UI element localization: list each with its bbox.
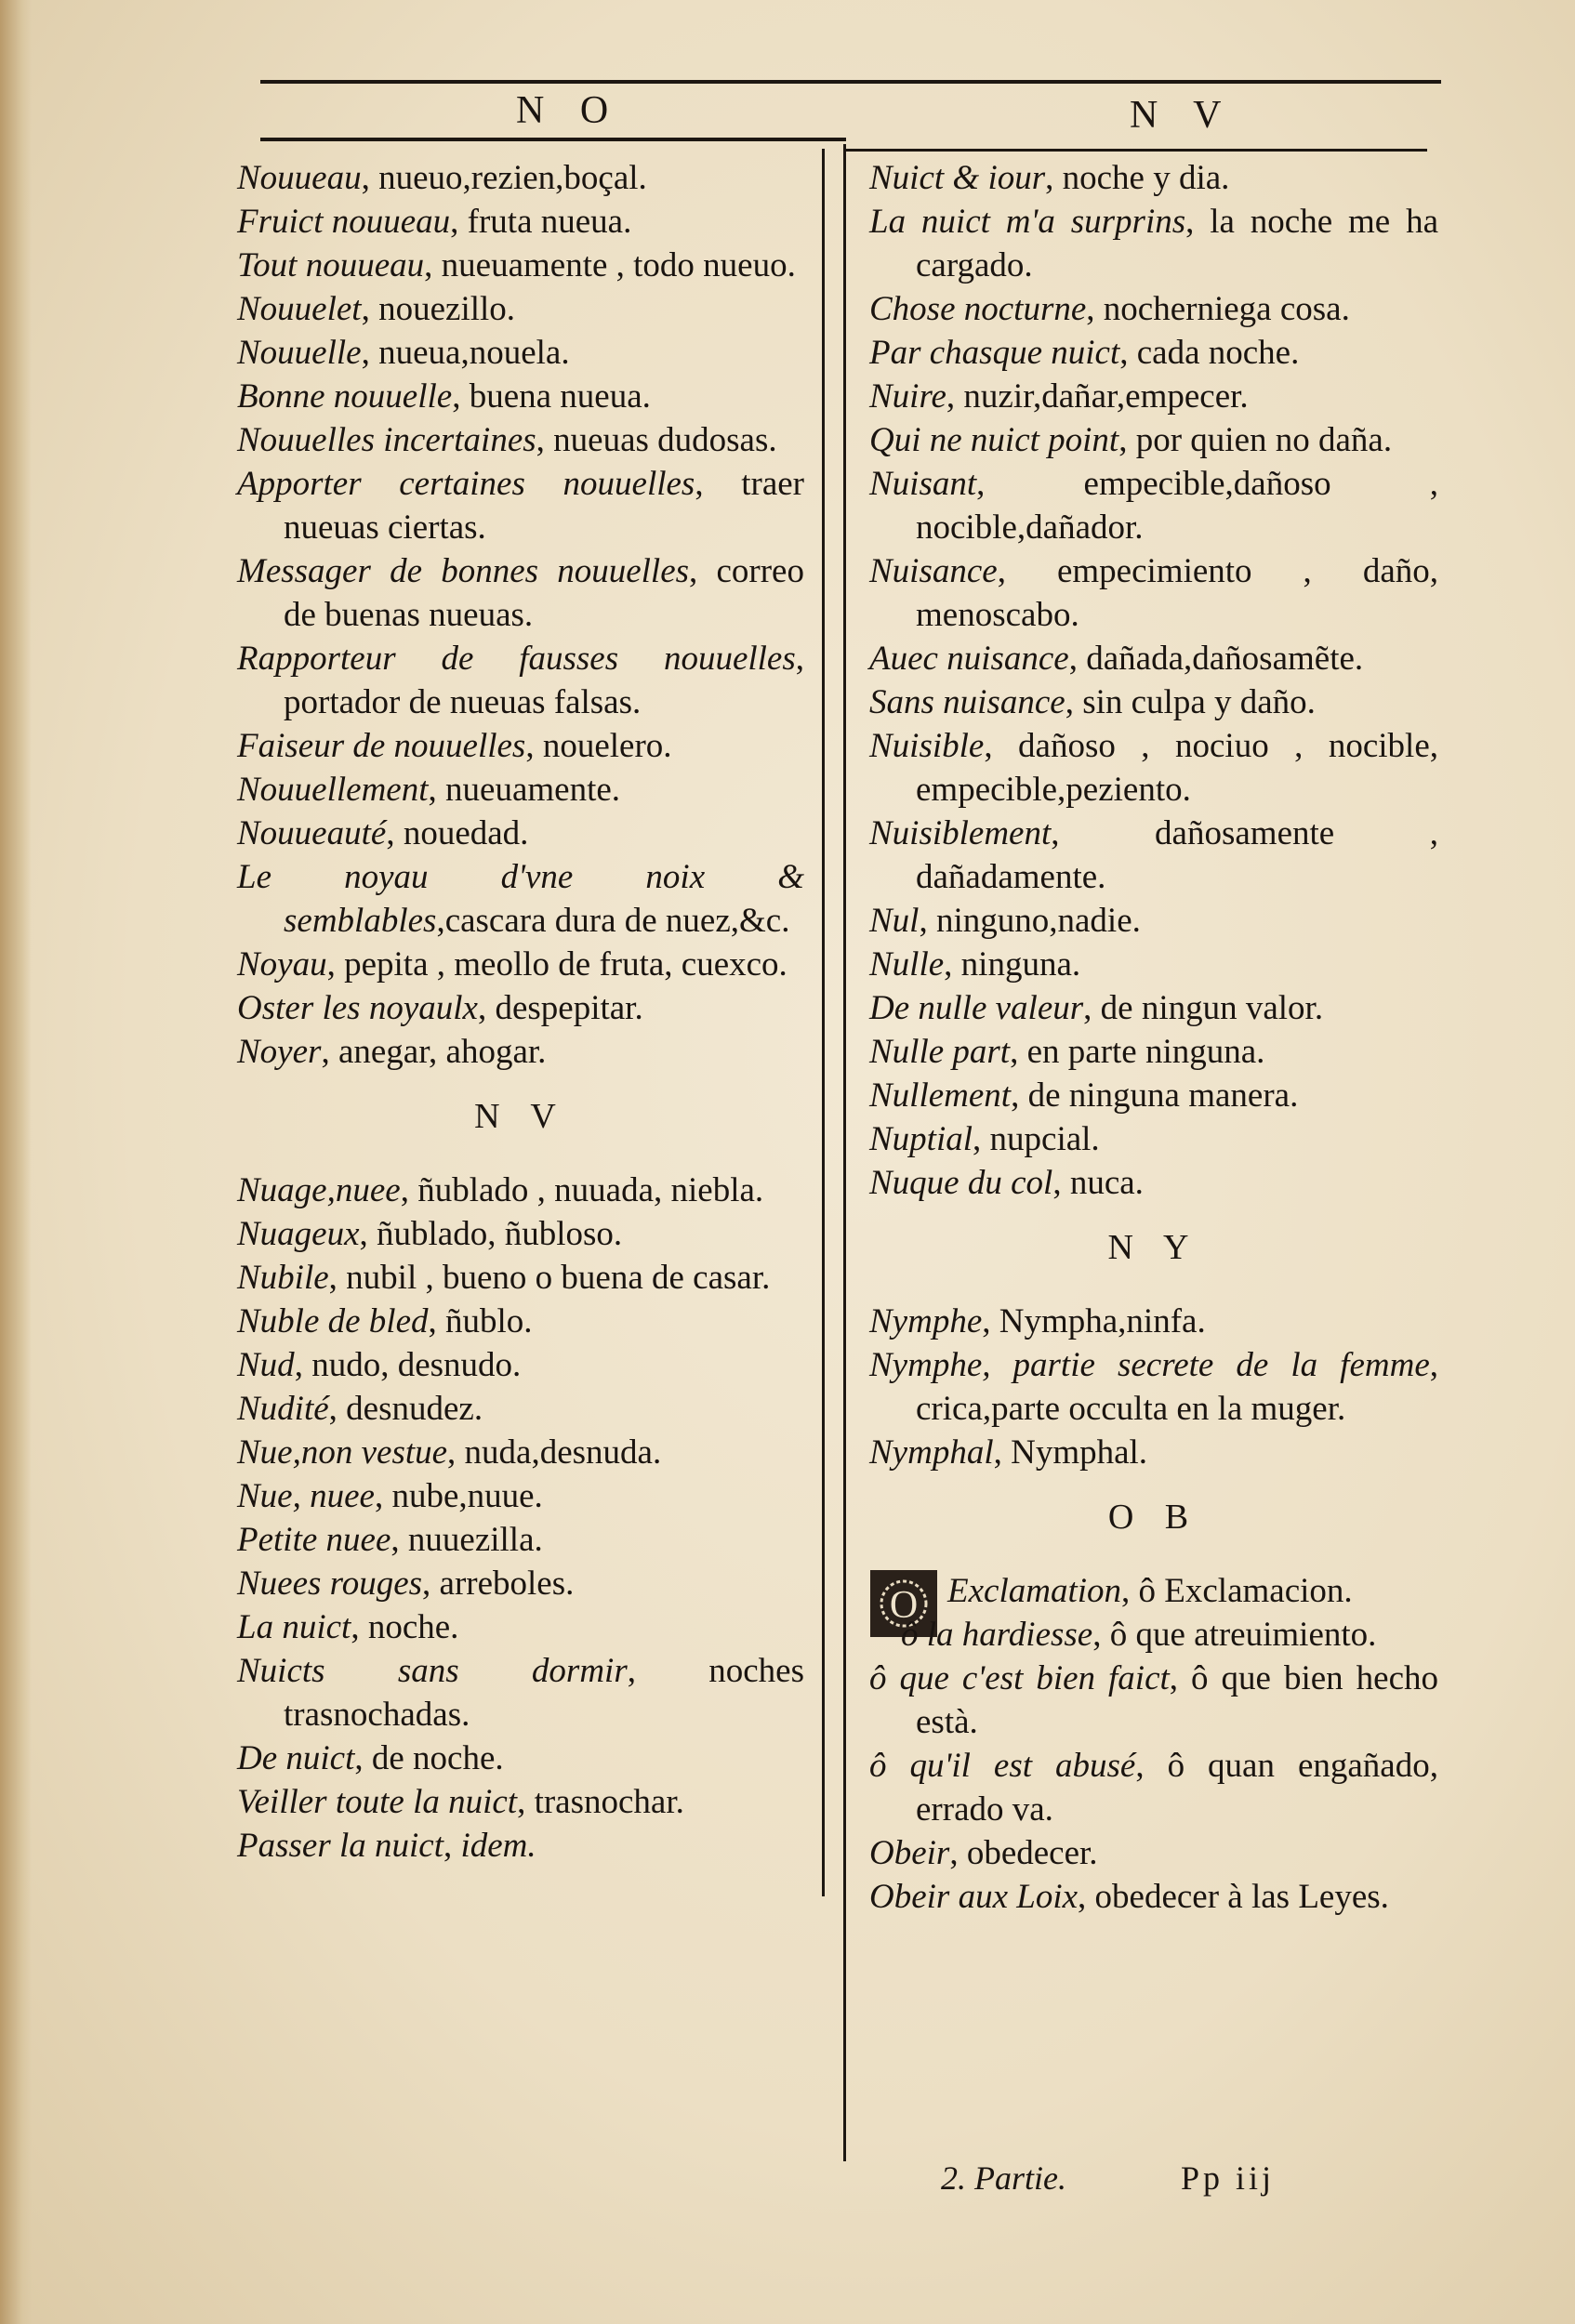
entry-translation: , dañosamente , dañadamente. — [916, 814, 1438, 896]
entry-headword: Nymphe, partie secrete de la femme — [869, 1346, 1430, 1384]
entry-translation: , nouelero. — [525, 727, 672, 765]
dictionary-entry — [869, 1831, 1438, 1875]
dictionary-entry — [869, 1161, 1438, 1205]
entry-headword: Nue, nuee — [237, 1477, 375, 1515]
entry-translation: , de ningun valor. — [1083, 989, 1324, 1027]
dictionary-entry — [237, 1256, 804, 1300]
entry-headword: Nuicts sans dormir — [237, 1652, 628, 1690]
entry-translation: , nuuezilla. — [390, 1521, 543, 1559]
dictionary-entry — [237, 1300, 804, 1343]
entry-translation: , crica,parte occulta en la muger. — [916, 1346, 1438, 1428]
entry-headword: Nuees rouges — [237, 1565, 423, 1603]
dictionary-entry — [237, 287, 804, 331]
entry-headword: Faiseur de nouuelles — [237, 727, 526, 765]
entry-headword: ô que c'est bien faict — [869, 1659, 1170, 1697]
entry-translation: , traer nueuas ciertas. — [284, 465, 804, 547]
entry-headword: De nuict — [237, 1739, 355, 1777]
entry-translation: , en parte ninguna. — [1010, 1033, 1265, 1071]
entry-translation: , empecimiento , daño, menoscabo. — [916, 552, 1438, 634]
entry-headword: Nullement — [869, 1076, 1012, 1115]
entry-translation: , ô Exclamacion. — [1121, 1572, 1353, 1610]
entry-headword: Nuict & iour — [869, 159, 1046, 197]
dictionary-entry — [237, 1736, 804, 1780]
entry-headword: Nouueauté — [237, 814, 387, 852]
entry-headword: Oster les noyaulx — [237, 989, 478, 1027]
dictionary-entry — [237, 943, 804, 986]
dictionary-entry — [237, 1649, 804, 1736]
entry-translation: , nudo, desnudo. — [294, 1346, 522, 1384]
dictionary-entry — [869, 287, 1438, 331]
entry-translation: , nuda,desnuda. — [447, 1433, 662, 1472]
entry-translation: , nocherniega cosa. — [1086, 290, 1350, 328]
left-column — [237, 156, 804, 1868]
dictionary-entry — [869, 724, 1438, 812]
dictionary-entry — [869, 200, 1438, 287]
entry-headword: Nuisance — [869, 552, 998, 590]
entry-headword: Nuage,nuee — [237, 1171, 401, 1209]
dictionary-entry — [237, 549, 804, 637]
entry-headword: Nouuelet — [237, 290, 362, 328]
dictionary-entry — [869, 375, 1438, 418]
entry-translation: , Nymphal. — [993, 1433, 1148, 1472]
dictionary-entry — [869, 1431, 1438, 1474]
entry-translation: , ô quan engañado, errado va. — [916, 1747, 1438, 1829]
entry-translation: , la noche me ha cargado. — [916, 203, 1438, 284]
dictionary-entry — [237, 724, 804, 768]
entry-translation: , desnudez. — [328, 1390, 483, 1428]
section-heading: N Y — [1107, 1228, 1200, 1267]
entry-translation: , cada noche. — [1119, 334, 1300, 372]
entry-translation: , Nympha,ninfa. — [982, 1302, 1206, 1340]
entry-headword: Nubile — [237, 1259, 329, 1297]
entry-translation: , — [443, 1827, 461, 1865]
entry-headword: Nouueau — [237, 159, 362, 197]
dictionary-entry — [237, 1518, 804, 1562]
entry-headword: Nue,non vestue — [237, 1433, 448, 1472]
dictionary-entry — [869, 1875, 1438, 1919]
entry-translation: , nueuamente. — [428, 771, 621, 809]
dictionary-entry — [237, 855, 804, 943]
entry-headword: Passer la nuict — [237, 1827, 443, 1865]
dictionary-entry — [237, 1343, 804, 1387]
dictionary-entry — [237, 1030, 804, 1074]
entry-headword: De nulle valeur — [869, 989, 1084, 1027]
dictionary-entry — [869, 418, 1438, 462]
dictionary-entry — [237, 1605, 804, 1649]
entry-translation: , ninguno,nadie. — [919, 902, 1141, 940]
entry-translation: , obedecer. — [949, 1834, 1098, 1872]
dictionary-entry — [237, 375, 804, 418]
entry-headword: La nuict — [237, 1608, 351, 1646]
dictionary-entry — [237, 1824, 804, 1868]
entry-translation: , obedecer à las Leyes. — [1078, 1878, 1389, 1916]
dictionary-entry — [237, 1212, 804, 1256]
entry-headword: Noyer — [237, 1033, 322, 1071]
entry-headword: Nuageux — [237, 1215, 360, 1253]
dictionary-entry — [237, 1169, 804, 1212]
dictionary-entry — [237, 244, 804, 287]
entry-headword: Auec nuisance — [869, 640, 1069, 678]
entry-translation: , pepita , meollo de fruta, cuexco. — [326, 945, 788, 984]
entry-headword: Nuisant — [869, 465, 977, 503]
entry-headword: ô la hardiesse — [901, 1616, 1093, 1654]
entry-translation: , portador de nueuas falsas. — [284, 640, 804, 721]
page-spine-shadow — [0, 0, 32, 2324]
entry-translation: , de noche. — [354, 1739, 504, 1777]
entry-headword: Nouuelles incertaines — [237, 421, 536, 459]
entry-headword: Messager de bonnes nouuelles — [237, 552, 690, 590]
dictionary-entry — [869, 1343, 1438, 1431]
entry-translation: , nouedad. — [386, 814, 529, 852]
entry-headword: Nudité — [237, 1390, 329, 1428]
entry-headword: Nud — [237, 1346, 295, 1384]
dictionary-entry — [869, 986, 1438, 1030]
entry-translation: , por quien no daña. — [1118, 421, 1393, 459]
entry-translation: , dañada,dañosamẽte. — [1068, 640, 1364, 678]
entry-translation: , nuca. — [1052, 1164, 1144, 1202]
entry-translation: , despepitar. — [477, 989, 643, 1027]
running-head-right: N V — [1130, 94, 1235, 137]
dictionary-entry — [869, 1030, 1438, 1074]
entry-translation: , nubil , bueno o buena de casar. — [328, 1259, 771, 1297]
entry-headword: ô qu'il est abusé — [869, 1747, 1136, 1785]
dropcap-letter: O — [889, 1584, 919, 1627]
entry-translation: , nube,nuue. — [374, 1477, 543, 1515]
dictionary-entry — [869, 549, 1438, 637]
signature-mark: Pp iij — [1181, 2159, 1276, 2197]
entry-translation: , buena nueua. — [452, 377, 651, 416]
entry-translation: , nueuas dudosas. — [536, 421, 777, 459]
dictionary-entry — [869, 331, 1438, 375]
entry-translation: , arreboles. — [422, 1565, 575, 1603]
entry-translation: , anegar, ahogar. — [321, 1033, 547, 1071]
entry-translation: , nueuo,rezien,boçal. — [361, 159, 647, 197]
entry-headword: Nuptial — [869, 1120, 973, 1158]
entry-headword: Nuisiblement — [869, 814, 1052, 852]
dictionary-entry — [237, 1431, 804, 1474]
dictionary-entry — [237, 200, 804, 244]
column-divider-inner — [843, 144, 846, 2161]
entry-headword: Nuire — [869, 377, 946, 416]
dictionary-entry — [237, 418, 804, 462]
dictionary-entry — [237, 1780, 804, 1824]
entry-translation: , ô que bien hecho està. — [916, 1659, 1438, 1741]
entry-headword: Sans nuisance — [869, 683, 1065, 721]
entry-translation: , dañoso , nociuo , nocible, empecible,peziento. — [916, 727, 1438, 809]
entry-translation: , trasnochar. — [517, 1783, 684, 1821]
entry-headword: Apporter certaines nouuelles — [237, 465, 695, 503]
entry-headword: Tout nouueau — [237, 246, 425, 284]
dictionary-entry — [237, 637, 804, 724]
dictionary-entry — [869, 680, 1438, 724]
entry-translation: , noches trasnochadas. — [284, 1652, 804, 1734]
dictionary-entry — [869, 812, 1438, 899]
dictionary-entry — [869, 1300, 1438, 1343]
entry-headword: Qui ne nuict point — [869, 421, 1119, 459]
part-label: 2. Partie. — [941, 2159, 1066, 2197]
dictionary-entry — [237, 986, 804, 1030]
entry-headword: Noyau — [237, 945, 327, 984]
entry-headword: Obeir aux Loix — [869, 1878, 1079, 1916]
header-rule-left — [260, 138, 846, 141]
entry-headword: Petite nuee — [237, 1521, 391, 1559]
dictionary-entry — [869, 1657, 1438, 1744]
dictionary-entry — [237, 768, 804, 812]
entry-headword: Rapporteur de fausses nouuelles — [237, 640, 796, 678]
entry-headword: Obeir — [869, 1834, 950, 1872]
dictionary-entry — [869, 462, 1438, 549]
entry-headword: Bonne nouuelle — [237, 377, 453, 416]
entry-headword: Nymphe — [869, 1302, 983, 1340]
dictionary-entry — [237, 1562, 804, 1605]
entry-translation: , empecible,dañoso , nocible,dañador. — [916, 465, 1438, 547]
dictionary-entry — [237, 1387, 804, 1431]
dictionary-entry — [869, 943, 1438, 986]
entry-translation: , nueua,nouela. — [361, 334, 570, 372]
entry-headword: Nymphal — [869, 1433, 994, 1472]
entry-translation: , nupcial. — [973, 1120, 1100, 1158]
section-heading: O B — [1107, 1498, 1200, 1537]
dictionary-entry — [237, 812, 804, 855]
entry-headword: Nouuellement — [237, 771, 429, 809]
entry-headword: Nulle — [869, 945, 945, 984]
entry-translation: , ô que atreuimiento. — [1092, 1616, 1377, 1654]
entry-idem: idem. — [460, 1827, 536, 1865]
dictionary-entry — [869, 156, 1438, 200]
right-column — [869, 156, 1438, 1919]
dictionary-entry — [237, 1474, 804, 1518]
entry-headword: Exclamation — [947, 1572, 1122, 1610]
entry-headword: Fruict nouueau — [237, 203, 451, 241]
dictionary-entry — [869, 1613, 1438, 1657]
section-heading: N V — [474, 1097, 567, 1136]
entry-headword: Le noyau d'vne noix & semblables — [237, 858, 804, 940]
dictionary-entry — [869, 899, 1438, 943]
entry-headword: Veiller toute la nuict — [237, 1783, 518, 1821]
entry-translation: , ñublado, ñubloso. — [359, 1215, 623, 1253]
entry-translation: , correo de buenas nueuas. — [284, 552, 804, 634]
entry-translation: , noche y dia. — [1045, 159, 1230, 197]
entry-headword: Par chasque nuict — [869, 334, 1120, 372]
entry-translation: , ñublo. — [428, 1302, 533, 1340]
dictionary-entry — [869, 1074, 1438, 1117]
entry-headword: Nulle part — [869, 1033, 1011, 1071]
column-divider — [822, 149, 825, 1896]
dictionary-entry — [869, 1744, 1438, 1831]
entry-translation: , sin culpa y daño. — [1065, 683, 1316, 721]
entry-headword: Nul — [869, 902, 920, 940]
entry-translation: , nuzir,dañar,empecer. — [946, 377, 1249, 416]
entry-headword: Nouuelle — [237, 334, 362, 372]
header-rule-right — [846, 149, 1427, 152]
entry-headword: Nuble de bled — [237, 1302, 429, 1340]
entry-translation: , nouezillo. — [361, 290, 516, 328]
running-head-left: N O — [516, 89, 622, 132]
entry-translation: , de ninguna manera. — [1011, 1076, 1299, 1115]
dictionary-entry — [869, 1117, 1438, 1161]
entry-headword: Nuisible — [869, 727, 985, 765]
entry-translation: , nueuamente , todo nueuo. — [424, 246, 796, 284]
entry-translation: , noche. — [351, 1608, 459, 1646]
dictionary-entry — [237, 156, 804, 200]
dictionary-entry — [237, 462, 804, 549]
entry-translation: , ñublado , nuuada, niebla. — [400, 1171, 764, 1209]
dictionary-entry — [869, 1569, 1438, 1627]
entry-headword: La nuict m'a surprins — [869, 203, 1186, 241]
top-rule — [260, 80, 1441, 84]
entry-headword: Chose nocturne — [869, 290, 1087, 328]
entry-translation: , ninguna. — [944, 945, 1081, 984]
entry-headword: Nuque du col — [869, 1164, 1053, 1202]
dictionary-entry — [869, 637, 1438, 680]
entry-translation: ,cascara dura de nuez,&c. — [436, 902, 790, 940]
entry-translation: , fruta nueua. — [450, 203, 632, 241]
dictionary-entry — [237, 331, 804, 375]
